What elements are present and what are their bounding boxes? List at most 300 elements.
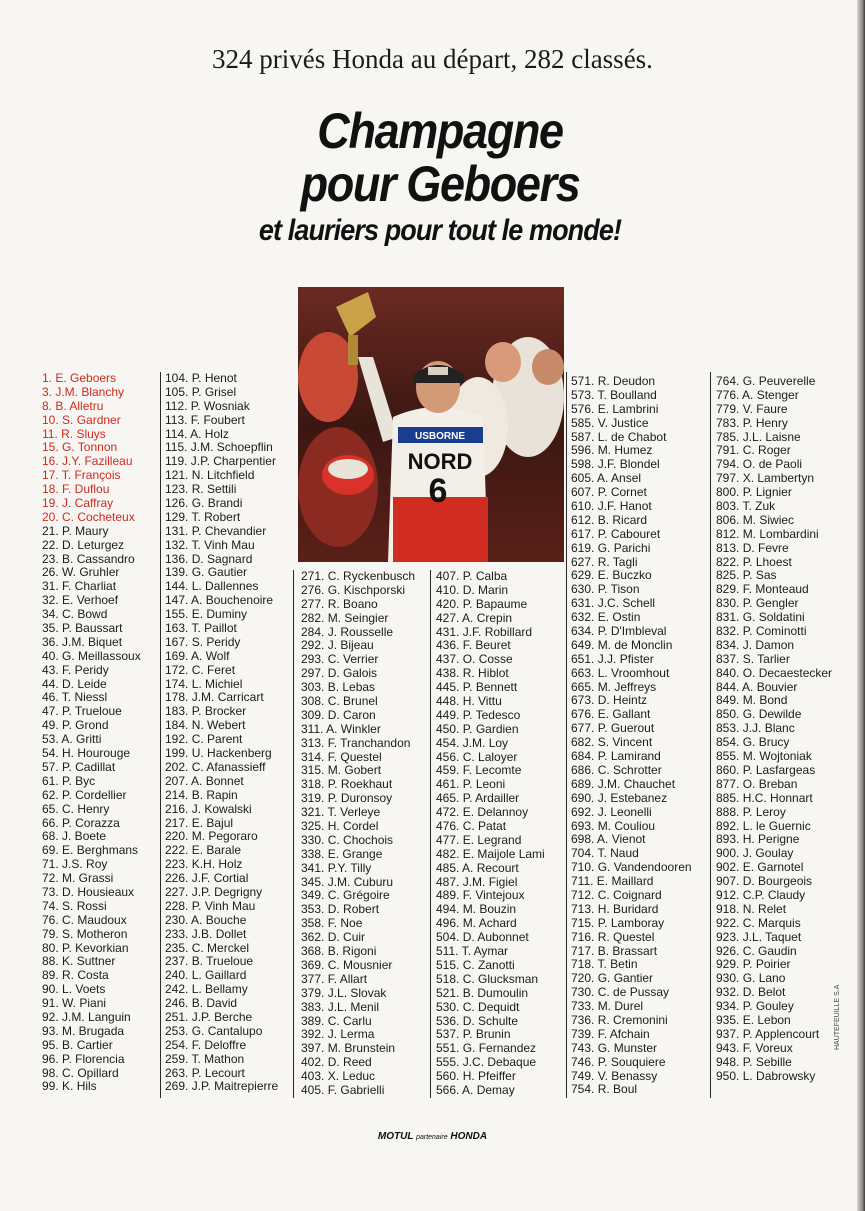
result-entry: 825. P. Sas <box>716 568 777 583</box>
result-entry: 36. J.M. Biquet <box>42 634 123 649</box>
result-entry: 682. S. Vincent <box>571 735 653 750</box>
result-entry: 223. K.H. Holz <box>165 857 243 872</box>
result-entry: 214. B. Rapin <box>165 787 238 802</box>
result-entry: 900. J. Goulay <box>716 846 794 861</box>
result-entry: 630. P. Tison <box>571 582 640 597</box>
result-entry: 174. L. Michiel <box>165 676 243 691</box>
result-entry: 172. C. Feret <box>165 662 236 677</box>
column-divider <box>160 372 161 1098</box>
result-entry: 596. M. Humez <box>571 443 653 458</box>
result-entry: 313. F. Tranchandon <box>301 735 411 750</box>
result-entry: 407. P. Calba <box>436 569 508 583</box>
partner-label: partenaire <box>416 1134 448 1141</box>
result-entry: 235. C. Merckel <box>165 940 250 955</box>
result-entry: 783. P. Henry <box>716 415 788 430</box>
result-entry: 619. G. Parichi <box>571 540 651 555</box>
result-entry: 309. D. Caron <box>301 707 376 722</box>
result-entry: 536. D. Schulte <box>436 1013 519 1028</box>
results-column-3 <box>301 570 415 1098</box>
result-entry: 605. A. Ansel <box>571 471 642 486</box>
bib-number: 6 <box>428 472 448 510</box>
result-entry: 69. E. Berghmans <box>42 843 139 858</box>
result-entry: 89. R. Costa <box>42 968 109 983</box>
result-entry: 454. J.M. Loy <box>436 735 509 750</box>
result-entry: 922. C. Marquis <box>716 915 801 930</box>
winner-photo <box>298 287 564 562</box>
result-entry: 57. P. Cadillat <box>42 759 116 774</box>
result-entry: 113. F. Foubert <box>165 412 245 427</box>
result-entry: 99. K. Hils <box>42 1079 97 1094</box>
result-entry: 15. G. Tonnon <box>42 440 118 455</box>
result-entry: 436. F. Beuret <box>436 638 511 653</box>
result-entry: 20. C. Cocheteux <box>42 509 135 524</box>
result-entry: 494. M. Bouzin <box>436 902 517 917</box>
result-entry: 617. P. Cabouret <box>571 526 661 541</box>
result-entry: 61. P. Byc <box>42 773 96 788</box>
result-entry: 461. P. Leoni <box>436 777 506 792</box>
result-entry: 448. H. Vittu <box>436 694 502 709</box>
result-entry: 627. R. Tagli <box>571 554 638 569</box>
result-entry: 90. L. Voets <box>42 982 106 997</box>
result-entry: 358. F. Noe <box>301 916 363 931</box>
result-entry: 226. J.F. Cortial <box>165 871 249 886</box>
result-entry: 456. C. Laloyer <box>436 749 518 764</box>
result-entry: 119. J.P. Charpentier <box>165 454 276 469</box>
result-entry: 717. B. Brassart <box>571 943 658 958</box>
result-entry: 926. C. Gaudin <box>716 943 797 958</box>
result-entry: 8. B. Alletru <box>42 398 104 413</box>
result-entry: 934. P. Gouley <box>716 999 794 1014</box>
result-entry: 566. A. Demay <box>436 1082 515 1097</box>
result-entry: 269. J.P. Maitrepierre <box>165 1079 279 1094</box>
result-entry: 746. P. Souquiere <box>571 1054 666 1069</box>
result-entry: 91. W. Piani <box>42 996 107 1011</box>
result-entry: 935. E. Lebon <box>716 1012 791 1027</box>
result-entry: 88. K. Suttner <box>42 954 116 969</box>
result-entry: 739. F. Afchain <box>571 1026 650 1041</box>
result-entry: 126. G. Brandi <box>165 496 243 511</box>
result-entry: 362. D. Cuir <box>301 930 366 945</box>
result-entry: 860. P. Lasfargeas <box>716 762 816 777</box>
result-entry: 341. P.Y. Tilly <box>301 860 372 875</box>
result-entry: 105. P. Grisel <box>165 384 237 399</box>
result-entry: 62. P. Cordellier <box>42 787 127 802</box>
result-entry: 79. S. Motheron <box>42 926 128 941</box>
result-entry: 754. R. Boul <box>571 1082 638 1097</box>
result-entry: 242. L. Bellamy <box>165 982 248 997</box>
result-entry: 65. C. Henry <box>42 801 110 816</box>
result-entry: 392. J. Lerma <box>301 1027 375 1042</box>
result-entry: 485. A. Recourt <box>436 860 519 875</box>
result-entry: 812. M. Lombardini <box>716 526 819 541</box>
result-entry: 948. P. Sebille <box>716 1054 792 1069</box>
result-entry: 32. E. Verhoef <box>42 593 119 608</box>
result-entry: 76. C. Maudoux <box>42 912 127 927</box>
title-line-3: et lauriers pour tout le monde! <box>258 214 622 247</box>
result-entry: 397. M. Brunstein <box>301 1041 396 1056</box>
result-entry: 345. J.M. Cuburu <box>301 874 394 889</box>
result-entry: 489. F. Vintejoux <box>436 888 525 903</box>
result-entry: 631. J.C. Schell <box>571 596 656 611</box>
result-entry: 123. R. Settili <box>165 482 237 497</box>
result-entry: 22. D. Leturgez <box>42 537 125 552</box>
result-entry: 427. A. Crepin <box>436 610 513 625</box>
result-entry: 673. D. Heintz <box>571 693 648 708</box>
results-column-6 <box>716 375 832 1083</box>
result-entry: 16. J.Y. Fazilleau <box>42 454 133 469</box>
result-entry: 389. C. Carlu <box>301 1013 372 1028</box>
result-entry: 937. P. Applencourt <box>716 1026 820 1041</box>
result-entry: 806. M. Siwiec <box>716 512 795 527</box>
column-divider <box>293 570 294 1098</box>
result-entry: 368. B. Rigoni <box>301 944 377 959</box>
result-entry: 49. P. Grond <box>42 718 109 733</box>
result-entry: 438. R. Hiblot <box>436 666 509 681</box>
result-entry: 112. P. Wosniak <box>165 398 250 413</box>
result-entry: 40. G. Meillassoux <box>42 648 141 663</box>
result-entry: 571. R. Deudon <box>571 374 656 388</box>
result-entry: 764. G. Peuverelle <box>716 374 816 388</box>
result-entry: 251. J.P. Berche <box>165 1009 253 1024</box>
result-entry: 131. P. Chevandier <box>165 523 267 538</box>
result-entry: 240. L. Gaillard <box>165 968 247 983</box>
result-entry: 220. M. Pegoraro <box>165 829 258 844</box>
result-entry: 885. H.C. Honnart <box>716 790 813 805</box>
result-entry: 710. G. Vandendooren <box>571 860 692 875</box>
result-entry: 271. C. Ryckenbusch <box>301 569 416 583</box>
sponsor-footer <box>0 1131 865 1142</box>
result-entry: 855. M. Wojtoniak <box>716 749 812 764</box>
result-entry: 178. J.M. Carricart <box>165 690 264 705</box>
title-block <box>200 104 680 248</box>
result-entry: 31. F. Charliat <box>42 579 117 594</box>
result-entry: 276. G. Kischporski <box>301 582 406 597</box>
result-entry: 573. T. Boulland <box>571 387 657 402</box>
result-entry: 844. A. Bouvier <box>716 679 798 694</box>
result-entry: 849. M. Bond <box>716 693 788 708</box>
result-entry: 96. P. Florencia <box>42 1051 125 1066</box>
result-entry: 712. C. Coignard <box>571 887 662 902</box>
result-entry: 183. P. Brocker <box>165 704 247 719</box>
bib-sponsor: USBORNE <box>414 431 466 442</box>
result-entry: 930. G. Lano <box>716 971 786 986</box>
result-entry: 26. W. Gruhler <box>42 565 120 580</box>
result-entry: 353. D. Robert <box>301 902 380 917</box>
result-entry: 34. C. Bowd <box>42 607 108 622</box>
result-entry: 284. J. Rousselle <box>301 624 394 639</box>
results-column-5 <box>571 375 692 1097</box>
result-entry: 315. M. Gobert <box>301 763 382 778</box>
result-entry: 233. J.B. Dollet <box>165 926 247 941</box>
result-entry: 10. S. Gardner <box>42 412 121 427</box>
result-entry: 383. J.L. Menil <box>301 999 380 1014</box>
result-entry: 749. V. Benassy <box>571 1068 658 1083</box>
result-entry: 797. X. Lambertyn <box>716 471 815 486</box>
result-entry: 689. J.M. Chauchet <box>571 776 676 791</box>
result-entry: 779. V. Faure <box>716 401 788 416</box>
result-entry: 17. T. François <box>42 468 121 483</box>
result-entry: 115. J.M. Schoepflin <box>165 440 273 455</box>
result-entry: 325. H. Cordel <box>301 819 379 834</box>
result-entry: 318. P. Roekhaut <box>301 777 393 792</box>
result-entry: 46. T. Niessl <box>42 690 108 705</box>
result-entry: 222. E. Barale <box>165 843 242 858</box>
result-entry: 676. E. Gallant <box>571 707 651 722</box>
result-entry: 716. R. Questel <box>571 929 655 944</box>
result-entry: 402. D. Reed <box>301 1055 372 1070</box>
result-entry: 791. C. Roger <box>716 443 791 458</box>
result-entry: 663. L. Vroomhout <box>571 665 670 680</box>
result-entry: 854. G. Brucy <box>716 735 790 750</box>
result-entry: 718. T. Betin <box>571 957 638 972</box>
result-entry: 551. G. Fernandez <box>436 1041 537 1056</box>
result-entry: 902. E. Garnotel <box>716 860 804 875</box>
result-entry: 932. D. Belot <box>716 985 786 1000</box>
result-entry: 907. D. Bourgeois <box>716 874 813 889</box>
result-entry: 715. P. Lamboray <box>571 915 665 930</box>
result-entry: 132. T. Vinh Mau <box>165 537 255 552</box>
result-entry: 649. M. de Monclin <box>571 637 673 652</box>
result-entry: 720. G. Gantier <box>571 971 654 986</box>
result-entry: 665. M. Jeffreys <box>571 679 657 694</box>
result-entry: 477. E. Legrand <box>436 832 522 847</box>
result-entry: 822. P. Lhoest <box>716 554 792 569</box>
result-entry: 877. O. Breban <box>716 776 798 791</box>
result-entry: 330. C. Chochois <box>301 832 394 847</box>
result-entry: 690. J. Estebanez <box>571 790 668 805</box>
result-entry: 104. P. Henot <box>165 371 237 385</box>
result-entry: 68. J. Boete <box>42 829 107 844</box>
result-entry: 92. J.M. Languin <box>42 1009 131 1024</box>
result-entry: 560. H. Pfeiffer <box>436 1069 516 1084</box>
result-entry: 80. P. Kevorkian <box>42 940 129 955</box>
result-entry: 35. P. Baussart <box>42 621 123 636</box>
result-entry: 776. A. Stenger <box>716 387 799 402</box>
result-entry: 576. E. Lambrini <box>571 401 659 416</box>
result-entry: 704. T. Naud <box>571 846 639 861</box>
result-entry: 711. E. Maillard <box>571 874 654 889</box>
result-entry: 893. H. Perigne <box>716 832 800 847</box>
result-entry: 19. J. Caffray <box>42 496 114 511</box>
result-entry: 216. J. Kowalski <box>165 801 252 816</box>
result-entry: 800. P. Lignier <box>716 485 792 500</box>
result-entry: 114. A. Holz <box>165 426 229 441</box>
result-entry: 237. B. Trueloue <box>165 954 254 969</box>
result-entry: 555. J.C. Debaque <box>436 1055 537 1070</box>
column-divider <box>566 372 567 1098</box>
result-entry: 259. T. Mathon <box>165 1051 245 1066</box>
result-entry: 184. N. Webert <box>165 718 246 733</box>
result-entry: 71. J.S. Roy <box>42 857 108 872</box>
result-entry: 292. J. Bijeau <box>301 638 374 653</box>
result-entry: 167. S. Peridy <box>165 634 241 649</box>
result-entry: 634. P. D'Imbleval <box>571 624 667 639</box>
result-entry: 18. F. Duflou <box>42 482 110 497</box>
result-entry: 487. J.M. Figiel <box>436 874 518 889</box>
result-entry: 139. G. Gautier <box>165 565 248 580</box>
result-entry: 853. J.J. Blanc <box>716 721 795 736</box>
result-entry: 829. F. Monteaud <box>716 582 809 597</box>
result-entry: 736. R. Cremonini <box>571 1012 668 1027</box>
result-entry: 831. G. Soldatini <box>716 610 805 625</box>
result-entry: 144. L. Dallennes <box>165 579 259 594</box>
result-entry: 121. N. Litchfield <box>165 468 255 483</box>
result-entry: 832. P. Cominotti <box>716 624 807 639</box>
result-entry: 369. C. Mousnier <box>301 957 393 972</box>
result-entry: 698. A. Vienot <box>571 832 646 847</box>
result-entry: 349. C. Grégoire <box>301 888 390 903</box>
result-entry: 277. R. Boano <box>301 596 378 611</box>
column-divider <box>430 570 431 1098</box>
result-entry: 230. A. Bouche <box>165 912 247 927</box>
result-entry: 282. M. Seingier <box>301 610 389 625</box>
result-entry: 163. T. Paillot <box>165 621 237 636</box>
result-entry: 405. F. Gabrielli <box>301 1082 385 1097</box>
result-entry: 410. D. Marin <box>436 582 509 597</box>
result-entry: 686. C. Schrotter <box>571 762 662 777</box>
result-entry: 518. C. Glucksman <box>436 971 539 986</box>
result-entry: 629. E. Buczko <box>571 568 652 583</box>
result-entry: 632. E. Ostin <box>571 610 641 625</box>
result-entry: 321. T. Verleye <box>301 805 381 820</box>
column-divider <box>710 372 711 1098</box>
result-entry: 202. C. Afanassieff <box>165 759 266 774</box>
result-entry: 677. P. Guerout <box>571 721 655 736</box>
result-entry: 504. D. Aubonnet <box>436 930 529 945</box>
bib-region: NORD <box>407 449 473 474</box>
result-entry: 169. A. Wolf <box>165 648 230 663</box>
result-entry: 840. O. Decaestecker <box>716 665 833 680</box>
result-entry: 950. L. Dabrowsky <box>716 1068 816 1083</box>
result-entry: 44. D. Leide <box>42 676 107 691</box>
title-line-2: pour Geboers <box>300 156 580 212</box>
result-entry: 338. E. Grange <box>301 846 383 861</box>
result-entry: 530. C. Dequidt <box>436 999 520 1014</box>
result-entry: 923. J.L. Taquet <box>716 929 802 944</box>
side-credit: HAUTEFEUILLE S.A <box>834 984 841 1050</box>
result-entry: 73. D. Housieaux <box>42 884 135 899</box>
result-entry: 66. P. Corazza <box>42 815 120 830</box>
result-entry: 227. J.P. Degrigny <box>165 884 263 899</box>
result-entry: 293. C. Verrier <box>301 652 379 667</box>
result-entry: 743. G. Munster <box>571 1040 658 1055</box>
result-entry: 472. E. Delannoy <box>436 805 529 820</box>
result-entry: 943. F. Voreux <box>716 1040 793 1055</box>
result-entry: 794. O. de Paoli <box>716 457 803 472</box>
result-entry: 23. B. Cassandro <box>42 551 135 566</box>
result-entry: 607. P. Cornet <box>571 485 647 500</box>
result-entry: 598. J.F. Blondel <box>571 457 660 472</box>
result-entry: 830. P. Gengler <box>716 596 799 611</box>
result-entry: 147. A. Bouchenoire <box>165 593 274 608</box>
result-entry: 228. P. Vinh Mau <box>165 898 256 913</box>
result-entry: 912. C.P. Claudy <box>716 887 806 902</box>
result-entry: 379. J.L. Slovak <box>301 985 387 1000</box>
result-entry: 1. E. Geboers <box>42 371 117 385</box>
title-line-1: Champagne <box>317 103 563 159</box>
result-entry: 693. M. Couliou <box>571 818 656 833</box>
result-entry: 892. L. le Guernic <box>716 818 811 833</box>
result-entry: 482. E. Maijole Lami <box>436 846 545 861</box>
result-entry: 445. P. Bennett <box>436 680 518 695</box>
result-entry: 837. S. Tarlier <box>716 651 790 666</box>
result-entry: 11. R. Sluys <box>42 426 106 441</box>
results-column-2 <box>165 372 278 1094</box>
result-entry: 888. P. Leroy <box>716 804 786 819</box>
result-entry: 155. E. Duminy <box>165 607 248 622</box>
result-entry: 713. H. Buridard <box>571 901 659 916</box>
result-entry: 311. A. Winkler <box>301 721 381 736</box>
winner-photo-art <box>298 287 564 562</box>
page-edge <box>857 0 865 1211</box>
result-entry: 253. G. Cantalupo <box>165 1023 263 1038</box>
result-entry: 319. P. Duronsoy <box>301 791 393 806</box>
result-entry: 437. O. Cosse <box>436 652 513 667</box>
result-entry: 53. A. Gritti <box>42 732 102 747</box>
result-entry: 72. M. Grassi <box>42 871 114 886</box>
result-entry: 420. P. Bapaume <box>436 596 528 611</box>
result-entry: 813. D. Fevre <box>716 540 789 555</box>
result-entry: 476. C. Patat <box>436 819 507 834</box>
result-entry: 834. J. Damon <box>716 637 795 652</box>
result-entry: 537. P. Brunin <box>436 1027 511 1042</box>
result-entry: 246. B. David <box>165 996 238 1011</box>
page-headline: 324 privés Honda au départ, 282 classés. <box>212 44 653 74</box>
result-entry: 651. J.J. Pfister <box>571 651 654 666</box>
result-entry: 314. F. Questel <box>301 749 382 764</box>
result-entry: 459. F. Lecomte <box>436 763 522 778</box>
result-entry: 297. D. Galois <box>301 666 378 681</box>
result-entry: 74. S. Rossi <box>42 898 107 913</box>
result-entry: 207. A. Bonnet <box>165 773 244 788</box>
result-entry: 136. D. Sagnard <box>165 551 253 566</box>
result-entry: 803. T. Zuk <box>716 499 776 514</box>
honda-logo: HONDA <box>450 1131 488 1142</box>
result-entry: 450. P. Gardien <box>436 721 519 736</box>
result-entry: 733. M. Durel <box>571 999 644 1014</box>
result-entry: 465. P. Ardailler <box>436 791 520 806</box>
result-entry: 587. L. de Chabot <box>571 429 667 444</box>
result-entry: 3. J.M. Blanchy <box>42 384 125 399</box>
result-entry: 21. P. Maury <box>42 523 109 538</box>
result-entry: 303. B. Lebas <box>301 680 376 695</box>
result-entry: 129. T. Robert <box>165 509 241 524</box>
result-entry: 785. J.L. Laisne <box>716 429 801 444</box>
result-entry: 403. X. Leduc <box>301 1069 376 1084</box>
result-entry: 585. V. Justice <box>571 415 649 430</box>
result-entry: 515. C. Zanotti <box>436 957 515 972</box>
result-entry: 684. P. Lamirand <box>571 749 661 764</box>
result-entry: 263. P. Lecourt <box>165 1065 245 1080</box>
result-entry: 431. J.F. Robillard <box>436 624 533 639</box>
results-column-1 <box>42 372 141 1094</box>
result-entry: 449. P. Tedesco <box>436 707 521 722</box>
result-entry: 730. C. de Pussay <box>571 985 670 1000</box>
result-entry: 95. B. Cartier <box>42 1037 113 1052</box>
result-entry: 918. N. Relet <box>716 901 787 916</box>
result-entry: 496. M. Achard <box>436 916 517 931</box>
result-entry: 929. P. Poirier <box>716 957 791 972</box>
results-column-4 <box>436 570 545 1098</box>
result-entry: 511. T. Aymar <box>436 944 509 959</box>
result-entry: 47. P. Trueloue <box>42 704 122 719</box>
result-entry: 199. U. Hackenberg <box>165 746 272 761</box>
result-entry: 850. G. Dewilde <box>716 707 802 722</box>
result-entry: 521. B. Dumoulin <box>436 985 529 1000</box>
result-entry: 217. E. Bajul <box>165 815 234 830</box>
result-entry: 192. C. Parent <box>165 732 243 747</box>
result-entry: 308. C. Brunel <box>301 694 378 709</box>
